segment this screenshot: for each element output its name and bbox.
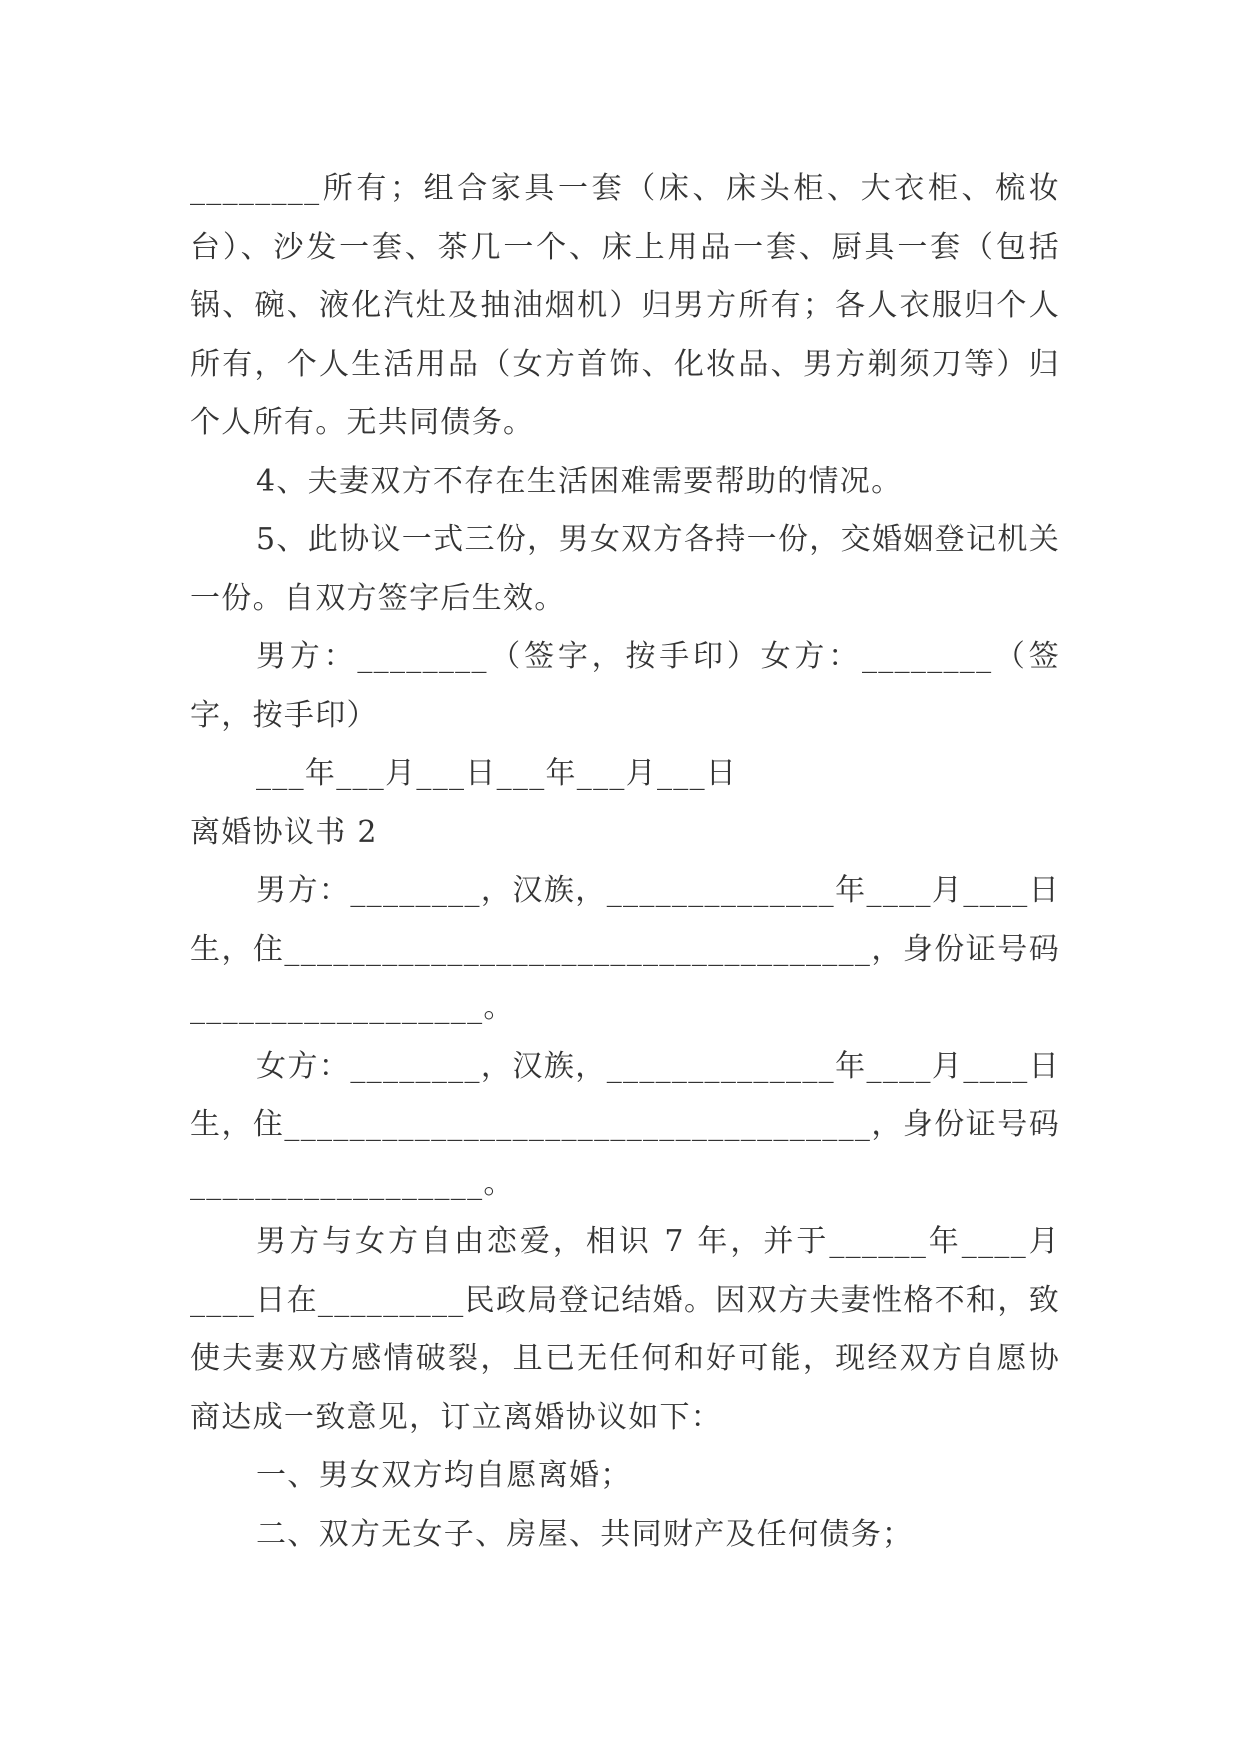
paragraph-dates: ___年___月___日___年___月___日 — [256, 756, 738, 791]
paragraph-property-division: ________所有；组合家具一套（床、床头柜、大衣柜、梳妆台）、沙发一套、茶几一个、床上用品一套、厨具一套（包括锅、碗、液化汽灶及抽油烟机）归男方所有；各人衣服归个人所有，个人生活用品（女方首饰、化妆品、男方剃须刀等）归个人所有。无共同债务。 — [190, 171, 1060, 440]
paragraph-husband-info: 男方：________，汉族，______________年____月____日生，住____________________________________，身份证号码__________________。 — [190, 873, 1060, 1025]
paragraph-clause-5: 5、此协议一式三份，男女双方各持一份，交婚姻登记机关一份。自双方签字后生效。 — [190, 522, 1060, 616]
document-body — [190, 160, 1060, 1564]
paragraph-signatures: 男方：________（签字，按手印）女方：________（签字，按手印） — [190, 639, 1060, 733]
section-heading: 离婚协议书 2 — [190, 814, 378, 850]
paragraph-clause-4: 4、夫妻双方不存在生活困难需要帮助的情况。 — [256, 463, 903, 499]
paragraph-item-2: 二、双方无女子、房屋、共同财产及任何债务； — [256, 1516, 914, 1552]
paragraph-background: 男方与女方自由恋爱，相识 7 年，并于______年____月____日在_________民政局登记结婚。因双方夫妻性格不和，致使夫妻双方感情破裂，且已无任何和好可能，现经双方自愿协商达成一致意见，订立离婚协议如下： — [190, 1224, 1060, 1435]
paragraph-item-1: 一、男女双方均自愿离婚； — [256, 1458, 632, 1493]
paragraph-wife-info: 女方：________，汉族，______________年____月____日生，住____________________________________，身份证号码__________________。 — [190, 1048, 1060, 1201]
